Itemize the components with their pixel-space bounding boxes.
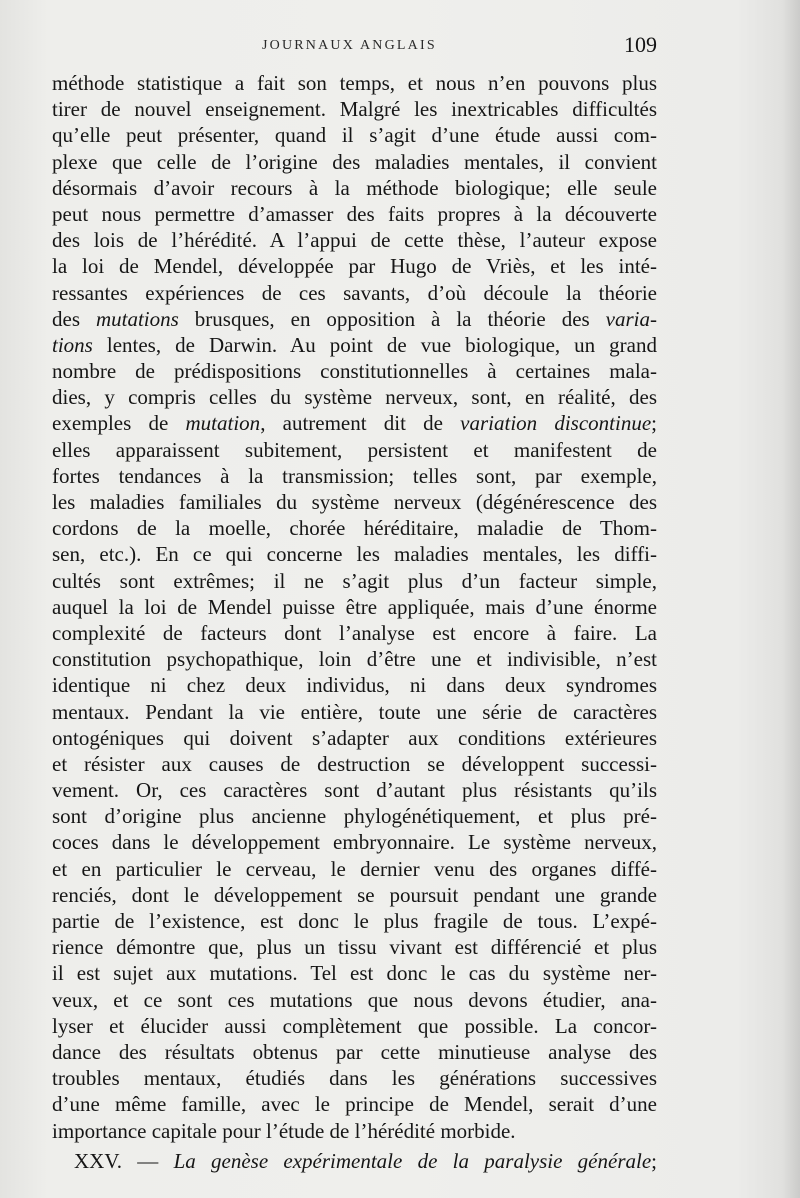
text-line: mentaux. Pendant la vie entière, toute une série de caractères (52, 699, 657, 724)
text-line: auquel la loi de Mendel puisse être appliquée, mais d’une énorme (52, 594, 657, 619)
text-line: et résister aux causes de destruction se développent successi- (52, 751, 657, 776)
text-line: d’une même famille, avec le principe de Mendel, serait d’une (52, 1092, 657, 1117)
text-line: tirer de nouvel enseignement. Malgré les inextricables difficultés (52, 97, 657, 122)
text-line: veux, et ce sont ces mutations que nous devons étudier, ana- (52, 987, 657, 1012)
text-line: lyser et élucider aussi complètement que possible. La concor- (52, 1013, 657, 1038)
text-line: constitution psychopathique, loin d’être une et indivisible, n’est (52, 647, 657, 672)
text-line: cordons de la moelle, chorée héréditaire, maladie de Thom- (52, 516, 657, 541)
text-line: sen, etc.). En ce qui concerne les maladies mentales, les diffi- (52, 542, 657, 567)
page-edge-shadow (782, 0, 800, 1198)
text-line: peut nous permettre d’amasser des faits propres à la découverte (52, 201, 657, 226)
text-line: fortes tendances à la transmission; telles sont, par exemple, (52, 463, 657, 488)
text-line: exemples de mutation, autrement dit de variation discontinue; (52, 411, 658, 436)
text-line: des mutations brusques, en opposition à la théorie des varia- (52, 306, 657, 331)
text-line: dance des résultats obtenus par cette minutieuse analyse des (52, 1039, 657, 1064)
text-line: rience démontre que, plus un tissu vivant est différencié et plus (52, 935, 657, 960)
text-line: la loi de Mendel, développée par Hugo de Vriès, et les inté- (52, 254, 657, 279)
italic-text: varia- (605, 306, 657, 331)
text-line: tions lentes, de Darwin. Au point de vue biologique, un grand (52, 332, 657, 357)
body-text (52, 70, 657, 1174)
text-line-last: importance capitale pour l’étude de l’hérédité morbide. (52, 1118, 516, 1143)
page-number: 109 (624, 32, 657, 57)
text-line: identique ni chez deux individus, ni dans deux syndromes (52, 673, 657, 698)
text-line: ontogéniques qui doivent s’adapter aux conditions extérieures (52, 725, 657, 750)
text-line: méthode statistique a fait son temps, et nous n’en pouvons plus (52, 71, 657, 95)
text-line: il est sujet aux mutations. Tel est donc le cas du système ner- (52, 961, 657, 986)
text-line: coces dans le développement embryonnaire. Le système nerveux, (52, 830, 657, 855)
text-line: nombre de prédispositions constitutionnelles à certaines mala- (52, 359, 657, 384)
text-line: les maladies familiales du système nerveux (dégénérescence des (52, 490, 657, 514)
text-line: vement. Or, ces caractères sont d’autant plus résistants qu’ils (52, 778, 657, 803)
text-line: dies, y compris celles du système nerveux, sont, en réalité, des (52, 385, 657, 410)
italic-text: mutation (185, 411, 261, 436)
text-line: complexité de facteurs dont l’analyse est encore à faire. La (52, 620, 657, 645)
text-line: ressantes expériences de ces savants, d’où découle la théorie (52, 280, 657, 305)
text-line: cultés sont extrêmes; il ne s’agit plus d’un facteur simple, (52, 568, 657, 593)
italic-text: variation discontinue (460, 411, 652, 436)
text-line: elles apparaissent subitement, persistent et manifestent de (52, 437, 657, 462)
text-line: plexe que celle de l’origine des maladies mentales, il convient (52, 149, 657, 174)
section-heading-line: XXV. — La genèse expérimentale de la paralysie générale; (74, 1148, 657, 1173)
italic-text: tions (52, 332, 93, 357)
running-head: JOURNAUX ANGLAIS (262, 38, 437, 53)
text-line: sont d’origine plus ancienne phylogénétiquement, et plus pré- (52, 804, 657, 829)
text-line: qu’elle peut présenter, quand il s’agit d’une étude aussi com- (52, 123, 657, 148)
text-line: troubles mentaux, étudiés dans les générations successives (52, 1066, 657, 1091)
text-line: désormais d’avoir recours à la méthode biologique; elle seule (52, 175, 657, 200)
italic-text: La genèse expérimentale de la paralysie générale (173, 1148, 652, 1173)
text-line: partie de l’existence, est donc le plus fragile de tous. L’expé- (52, 909, 657, 933)
text-line: et en particulier le cerveau, le dernier venu des organes diffé- (52, 856, 657, 881)
italic-text: mutations (95, 306, 179, 331)
text-line: des lois de l’hérédité. A l’appui de cette thèse, l’auteur expose (52, 228, 657, 253)
text-line: renciés, dont le développement se poursuit pendant une grande (52, 882, 657, 907)
page-header (52, 32, 657, 62)
